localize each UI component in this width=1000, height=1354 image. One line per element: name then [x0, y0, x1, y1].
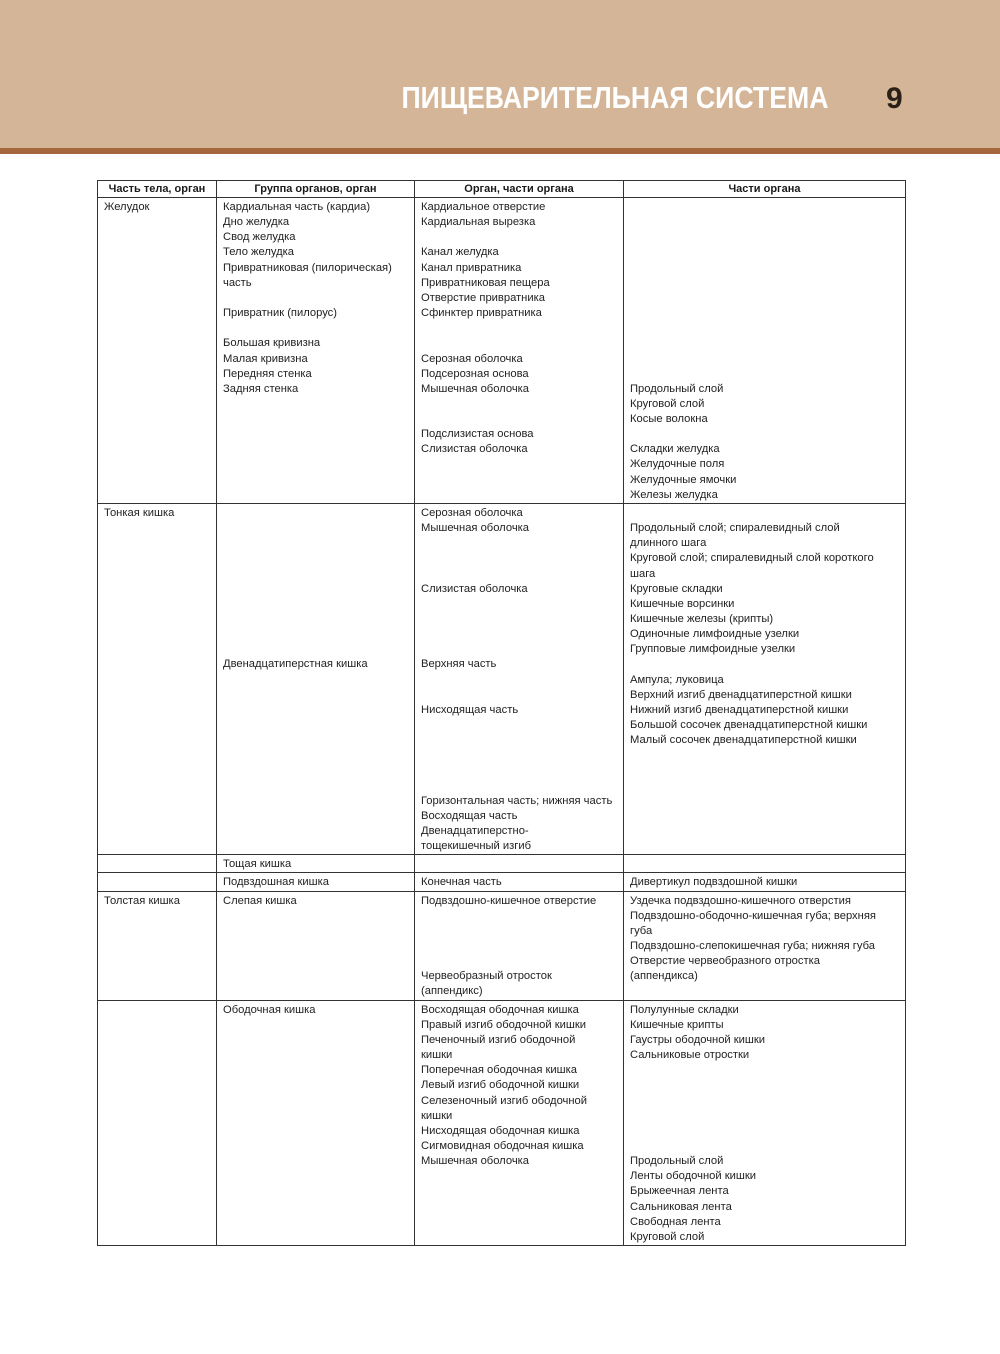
cell-text: Малая кривизна: [223, 352, 308, 365]
cell-text: Мышечная оболочка: [421, 522, 530, 535]
blank-line: [630, 200, 899, 215]
column-header: Орган, части органа: [415, 181, 624, 198]
blank-line: [223, 597, 408, 612]
blank-line: [421, 688, 617, 703]
blank-line: [630, 336, 899, 351]
blank-line: [630, 230, 899, 245]
blank-line: [421, 779, 617, 794]
cell-text: длинного шага: [630, 537, 707, 550]
table-cell: [98, 873, 217, 891]
blank-line: [223, 551, 408, 566]
cell-text: Круговые складки: [630, 582, 723, 595]
blank-line: [630, 1063, 899, 1078]
cell-text: Левый изгиб ободочной кишки: [421, 1079, 580, 1092]
blank-line: [223, 536, 408, 551]
cell-text: Слепая кишка: [223, 894, 297, 907]
cell-text: Складки желудка: [630, 443, 720, 456]
cell-text: Поперечная ободочная кишка: [421, 1064, 577, 1077]
blank-line: [223, 321, 408, 336]
cell-text: [104, 875, 210, 890]
cell-text: Ампула; луковица: [630, 673, 724, 686]
cell-text: Толстая кишка: [104, 894, 180, 907]
cell-text: Желудочные ямочки: [630, 473, 737, 486]
column-header: Группа органов, орган: [217, 181, 415, 198]
table-cell: [624, 503, 906, 854]
page-header-band: [0, 0, 1000, 148]
cell-text: Желудочные поля: [630, 458, 725, 471]
cell-text: Продольный слой; спиралевидный слой: [630, 522, 840, 535]
blank-line: [223, 642, 408, 657]
table-row: [98, 891, 906, 1000]
blank-line: [630, 215, 899, 230]
cell-text: [104, 857, 210, 872]
cell-text: Правый изгиб ободочной кишки: [421, 1018, 587, 1031]
cell-text: Слизистая оболочка: [421, 443, 528, 456]
cell-text: Сальниковая лента: [630, 1200, 732, 1213]
blank-line: [223, 582, 408, 597]
table-cell: [415, 891, 624, 1000]
cell-text: Подвздошно-ободочно-кишечная губа; верхняя: [630, 909, 876, 922]
cell-text: Привратник (пилорус): [223, 307, 337, 320]
page-number: 9: [886, 82, 903, 115]
anatomy-table: [97, 180, 906, 1246]
blank-line: [223, 627, 408, 642]
cell-text: Кишечные железы (крипты): [630, 613, 774, 625]
cell-text: Уздечка подвздошно-кишечного отверстия: [630, 894, 851, 907]
blank-line: [630, 321, 899, 336]
blank-line: [421, 412, 617, 427]
cell-text: Большой сосочек двенадцатиперстной кишки: [630, 719, 868, 732]
blank-line: [630, 351, 899, 366]
column-header: Часть тела, орган: [98, 181, 217, 198]
table-row: [98, 198, 906, 504]
table-cell: [415, 503, 624, 854]
column-header: Части органа: [624, 181, 906, 198]
blank-line: [421, 909, 617, 924]
blank-line: [421, 627, 617, 642]
blank-line: [630, 291, 899, 306]
cell-text: Продольный слой: [630, 382, 724, 395]
table-cell: [98, 503, 217, 854]
cell-text: Двенадцатиперстно-: [421, 824, 529, 837]
cell-text: Сигмовидная ободочная кишка: [421, 1140, 584, 1153]
table-row: [98, 1000, 906, 1245]
blank-line: [421, 230, 617, 245]
cell-text: Конечная часть: [421, 876, 502, 889]
blank-line: [223, 521, 408, 536]
blank-line: [421, 642, 617, 657]
section-title: ПИЩЕВАРИТЕЛЬНАЯ СИСТЕМА: [401, 80, 828, 115]
cell-text: Сальниковые отростки: [630, 1049, 750, 1062]
table-cell: [98, 198, 217, 504]
blank-line: [630, 1139, 899, 1154]
cell-text: Дно желудка: [223, 216, 290, 229]
table-cell: [98, 855, 217, 873]
cell-text: губа: [630, 924, 653, 937]
blank-line: [421, 673, 617, 688]
blank-line: [630, 1078, 899, 1093]
cell-text: Подвздошно-слепокишечная губа; нижняя губа: [630, 940, 875, 953]
cell-text: кишки: [421, 1109, 453, 1122]
cell-text: (аппендикс): [421, 985, 483, 998]
cell-text: Восходящая ободочная кишка: [421, 1003, 579, 1016]
cell-text: Слизистая оболочка: [421, 582, 528, 595]
table-cell: [415, 1000, 624, 1245]
blank-line: [421, 748, 617, 763]
cell-text: Подвздошная кишка: [223, 876, 330, 889]
table-cell: [624, 855, 906, 873]
cell-text: Круговой слой; спиралевидный слой короткого: [630, 552, 874, 565]
table-row: [98, 873, 906, 891]
table-header-row: [98, 181, 906, 198]
table-cell: [415, 855, 624, 873]
blank-line: [421, 612, 617, 627]
cell-text: Подслизистая основа: [421, 428, 534, 441]
table-cell: [217, 873, 415, 891]
blank-line: [630, 1094, 899, 1109]
cell-text: Канал привратника: [421, 261, 522, 274]
cell-text: Дивертикул подвздошной кишки: [630, 876, 798, 889]
cell-text: Кишечные крипты: [630, 1018, 724, 1031]
cell-text: [104, 1003, 210, 1018]
cell-text: Сфинктер привратника: [421, 307, 542, 320]
cell-text: Мышечная оболочка: [421, 382, 530, 395]
blank-line: [223, 612, 408, 627]
table-cell: [217, 198, 415, 504]
blank-line: [421, 733, 617, 748]
cell-text: Тело желудка: [223, 246, 295, 259]
cell-text: Червеобразный отросток: [421, 970, 552, 983]
cell-text: Верхняя часть: [421, 658, 497, 671]
table-cell: [624, 1000, 906, 1245]
cell-text: Кардиальная вырезка: [421, 216, 536, 229]
cell-text: Кишечные ворсинки: [630, 597, 735, 610]
cell-text: шага: [630, 567, 656, 580]
table-cell: [415, 198, 624, 504]
cell-text: Серозная оболочка: [421, 352, 523, 365]
blank-line: [421, 536, 617, 551]
blank-line: [421, 321, 617, 336]
cell-text: Свободная лента: [630, 1215, 721, 1228]
blank-line: [630, 657, 899, 672]
cell-text: Железы желудка: [630, 488, 718, 501]
blank-line: [630, 261, 899, 276]
cell-text: кишки: [421, 1049, 453, 1062]
cell-text: Нисходящая ободочная кишка: [421, 1124, 580, 1137]
cell-text: Продольный слой: [630, 1155, 724, 1168]
table-cell: [217, 855, 415, 873]
table-cell: [217, 1000, 415, 1245]
cell-text: Ободочная кишка: [223, 1003, 316, 1016]
cell-text: Малый сосочек двенадцатиперстной кишки: [630, 734, 857, 747]
cell-text: Печеночный изгиб ободочной: [421, 1033, 576, 1046]
cell-text: Тонкая кишка: [104, 506, 175, 519]
blank-line: [630, 306, 899, 321]
blank-line: [421, 718, 617, 733]
blank-line: [223, 566, 408, 581]
cell-text: Селезеночный изгиб ободочной: [421, 1094, 588, 1107]
cell-text: Восходящая часть: [421, 809, 518, 822]
table-cell: [415, 873, 624, 891]
blank-line: [630, 506, 899, 521]
cell-text: Круговой слой: [630, 1230, 705, 1243]
cell-text: Кардиальное отверстие: [421, 201, 546, 213]
blank-line: [630, 245, 899, 260]
cell-text: Подсерозная основа: [421, 367, 529, 380]
cell-text: Привратниковая (пилорическая): [223, 261, 392, 274]
table-body: [98, 198, 906, 1246]
cell-text: Отверстие привратника: [421, 291, 545, 304]
cell-text: Круговой слой: [630, 397, 705, 410]
blank-line: [421, 763, 617, 778]
cell-text: Подвздошно-кишечное отверстие: [421, 894, 597, 907]
cell-text: Брыжеечная лента: [630, 1185, 729, 1198]
cell-text: тощекишечный изгиб: [421, 840, 532, 853]
table-cell: [217, 503, 415, 854]
blank-line: [421, 336, 617, 351]
cell-text: Задняя стенка: [223, 382, 299, 395]
blank-line: [630, 1124, 899, 1139]
cell-text: Привратниковая пещера: [421, 276, 550, 289]
cell-text: Желудок: [104, 201, 150, 213]
cell-text: (аппендикса): [630, 970, 698, 983]
cell-text: Канал желудка: [421, 246, 499, 259]
blank-line: [223, 506, 408, 521]
blank-line: [421, 397, 617, 412]
cell-text: Мышечная оболочка: [421, 1155, 530, 1168]
table-cell: [624, 198, 906, 504]
table-cell: [98, 1000, 217, 1245]
blank-line: [421, 954, 617, 969]
cell-text: Свод желудка: [223, 231, 296, 244]
blank-line: [421, 567, 617, 582]
cell-text: Косые волокна: [630, 413, 708, 425]
blank-line: [421, 551, 617, 566]
cell-text: Передняя стенка: [223, 367, 312, 380]
cell-text: Кардиальная часть (кардиа): [223, 201, 371, 213]
table-cell: [624, 873, 906, 891]
cell-text: Тощая кишка: [223, 858, 292, 871]
table-row: [98, 503, 906, 854]
blank-line: [630, 367, 899, 382]
cell-text: Верхний изгиб двенадцатиперстной кишки: [630, 688, 852, 701]
blank-line: [223, 291, 408, 306]
cell-text: Двенадцатиперстная кишка: [223, 658, 368, 671]
table-cell: [98, 891, 217, 1000]
table-row: [98, 855, 906, 873]
cell-text: часть: [223, 276, 252, 289]
blank-line: [630, 276, 899, 291]
cell-text: Нисходящая часть: [421, 703, 519, 716]
blank-line: [421, 924, 617, 939]
header-rule: [0, 148, 1000, 154]
blank-line: [630, 1109, 899, 1124]
cell-text: Полулунные складки: [630, 1003, 739, 1016]
blank-line: [421, 597, 617, 612]
table-cell: [624, 891, 906, 1000]
cell-text: Отверстие червеобразного отростка: [630, 955, 820, 968]
cell-text: Горизонтальная часть; нижняя часть: [421, 794, 613, 807]
cell-text: Большая кривизна: [223, 337, 321, 350]
cell-text: Ленты ободочной кишки: [630, 1170, 756, 1183]
blank-line: [421, 939, 617, 954]
cell-text: Одиночные лимфоидные узелки: [630, 628, 800, 641]
cell-text: Групповые лимфоидные узелки: [630, 643, 796, 656]
cell-text: Серозная оболочка: [421, 506, 523, 519]
table-cell: [217, 891, 415, 1000]
cell-text: Гаустры ободочной кишки: [630, 1033, 766, 1046]
cell-text: Нижний изгиб двенадцатиперстной кишки: [630, 703, 849, 716]
blank-line: [630, 427, 899, 442]
